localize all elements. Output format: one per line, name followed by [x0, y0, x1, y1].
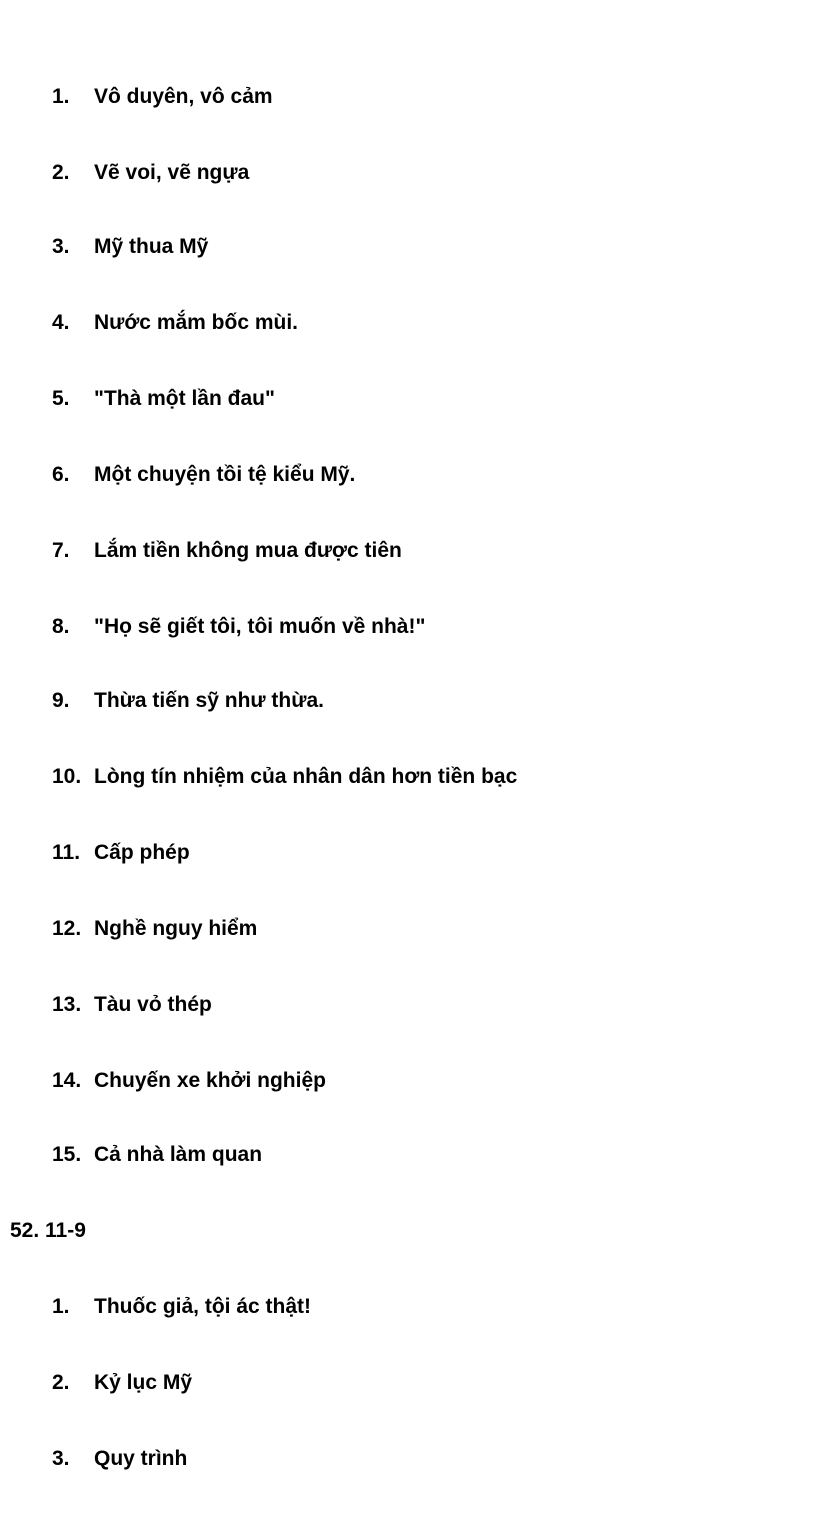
list-item — [52, 158, 249, 188]
list-item-text: Chuyến xe khởi nghiệp — [94, 1069, 326, 1092]
list-item — [52, 762, 517, 792]
section-heading: 52. 11-9 — [10, 1219, 86, 1242]
list-item — [52, 612, 425, 642]
list-item-number: 12. — [52, 917, 82, 940]
list-item-text: Lòng tín nhiệm của nhân dân hơn tiền bạc — [94, 765, 518, 788]
list-item — [52, 1292, 311, 1322]
list-item-text: Mỹ thua Mỹ — [94, 235, 209, 258]
list-item-text: Nghề nguy hiểm — [94, 917, 258, 940]
list-item — [52, 460, 355, 490]
list-item-text: Thuốc giả, tội ác thật! — [94, 1295, 312, 1318]
list-item-number: 4. — [52, 311, 70, 334]
list-item — [52, 384, 275, 414]
list-item-text: "Họ sẽ giết tôi, tôi muốn về nhà!" — [94, 615, 426, 638]
list-item-text: Thừa tiến sỹ như thừa. — [94, 689, 324, 712]
list-item — [52, 1140, 262, 1170]
list-item — [52, 82, 273, 112]
list-item — [52, 232, 208, 262]
list-item-number: 1. — [52, 85, 70, 108]
list-item — [52, 990, 212, 1020]
list-item — [52, 838, 190, 868]
list-item-text: Kỷ lục Mỹ — [94, 1371, 193, 1394]
list-item-text: Cấp phép — [94, 841, 190, 864]
list-item-number: 3. — [52, 235, 70, 258]
list-item-number: 13. — [52, 993, 82, 1016]
list-item-text: Nước mắm bốc mùi. — [94, 311, 299, 334]
list-item-number: 2. — [52, 1371, 70, 1394]
list-item — [52, 1368, 192, 1398]
list-item-number: 15. — [52, 1143, 82, 1166]
list-item-number: 7. — [52, 539, 70, 562]
list-item-number: 10. — [52, 765, 82, 788]
list-item — [52, 1066, 326, 1096]
list-item-text: Lắm tiền không mua được tiên — [94, 539, 402, 562]
list-item-text: Tàu vỏ thép — [94, 993, 212, 1016]
list-item — [52, 686, 324, 716]
list-item-number: 6. — [52, 463, 70, 486]
list-item — [52, 536, 402, 566]
list-item — [52, 914, 257, 944]
list-item-text: Vẽ voi, vẽ ngựa — [94, 161, 250, 184]
list-item-text: "Thà một lần đau" — [94, 387, 275, 410]
list-item-number: 2. — [52, 161, 70, 184]
list-item-number: 11. — [52, 841, 81, 864]
list-item-number: 14. — [52, 1069, 82, 1092]
list-item-text: Vô duyên, vô cảm — [94, 85, 273, 108]
list-item — [52, 1444, 187, 1474]
list-item-number: 1. — [52, 1295, 70, 1318]
list-item-text: Cả nhà làm quan — [94, 1143, 263, 1166]
list-item-number: 5. — [52, 387, 70, 410]
list-item-number: 8. — [52, 615, 70, 638]
list-item-number: 3. — [52, 1447, 70, 1470]
list-item — [52, 308, 298, 338]
list-item-text: Một chuyện tồi tệ kiểu Mỹ. — [94, 463, 356, 486]
list-item-text: Quy trình — [94, 1447, 188, 1470]
list-item-number: 9. — [52, 689, 70, 712]
